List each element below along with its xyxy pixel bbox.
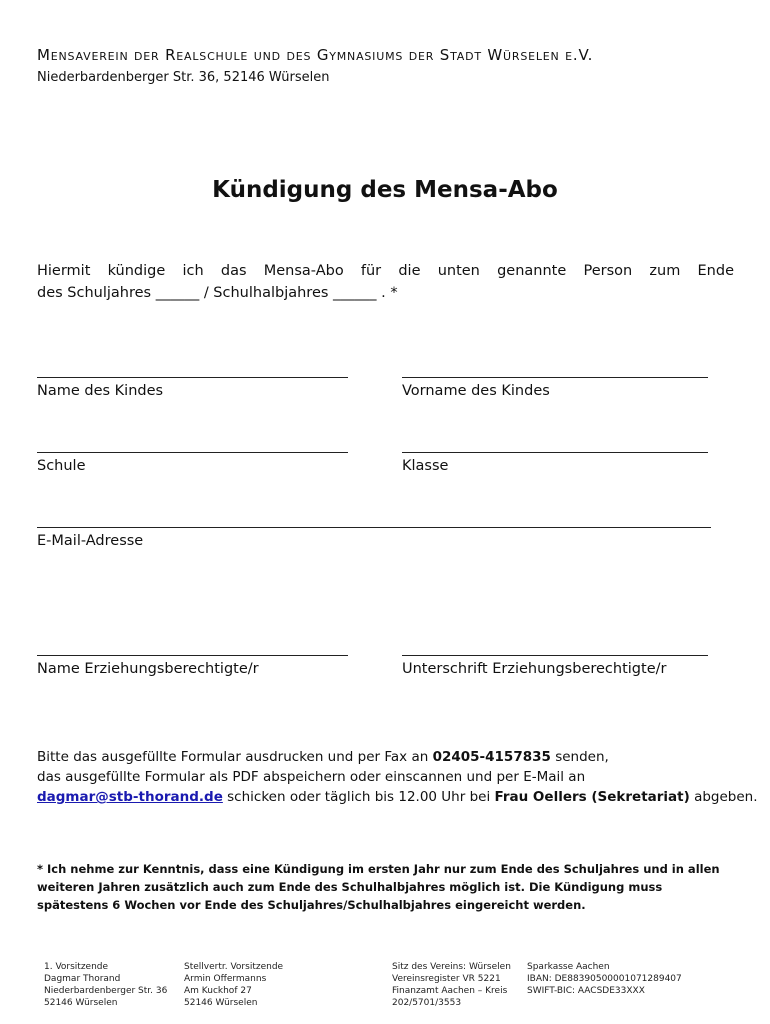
intro-paragraph bbox=[37, 260, 734, 304]
intro-line-2: des Schuljahres ______ / Schulhalbjahres ______ . * bbox=[37, 285, 398, 301]
footer-line: Sitz des Vereins: Würselen bbox=[392, 962, 511, 972]
footer-col-bank bbox=[527, 961, 682, 997]
footer-line: Niederbardenberger Str. 36 bbox=[44, 986, 168, 996]
schule-line[interactable] bbox=[37, 452, 348, 453]
footer-col-registry bbox=[392, 961, 511, 1009]
footnote: * Ich nehme zur Kenntnis, dass eine Kündigung im ersten Jahr nur zum Ende des Schuljahres und in allen weiteren Jahren zusätzlich auch zum Ende des Schulhalbjahres möglich ist. Die Kündigung muss spätestens 6 Wochen vor Ende des Schuljahres/Schulhalbjahres eingereicht werden. bbox=[37, 862, 720, 912]
name-kind-line[interactable] bbox=[37, 377, 348, 378]
contact-person: Frau Oellers (Sekretariat) bbox=[494, 789, 690, 805]
klasse-line[interactable] bbox=[402, 452, 708, 453]
vorname-kind-line[interactable] bbox=[402, 377, 708, 378]
footer-line: 52146 Würselen bbox=[44, 998, 118, 1008]
vorname-kind-label: Vorname des Kindes bbox=[402, 383, 550, 399]
footer-line: IBAN: DE88390500001071289407 bbox=[527, 974, 682, 984]
intro-line-1: Hiermit kündige ich das Mensa-Abo für die unten genannte Person zum Ende bbox=[37, 263, 734, 279]
footer-line: Vereinsregister VR 5221 bbox=[392, 974, 501, 984]
footer-line: Dagmar Thorand bbox=[44, 974, 121, 984]
instructions bbox=[37, 747, 758, 807]
email-link[interactable]: dagmar@stb-thorand.de bbox=[37, 789, 223, 805]
name-erziehungsberechtigte-line[interactable] bbox=[37, 655, 348, 656]
footer-line: SWIFT-BIC: AACSDE33XXX bbox=[527, 986, 645, 996]
footer-line: 202/5701/3553 bbox=[392, 998, 462, 1008]
footer-line: Am Kuckhof 27 bbox=[184, 986, 252, 996]
email-label: E-Mail-Adresse bbox=[37, 533, 144, 549]
instr-text: abgeben. bbox=[689, 789, 758, 805]
footer-line: Sparkasse Aachen bbox=[527, 962, 610, 972]
instructions-line-1 bbox=[37, 747, 758, 767]
instr-text: senden, bbox=[550, 749, 609, 765]
footer-col-chair bbox=[44, 961, 167, 1009]
organization-address: Niederbardenberger Str. 36, 52146 Würselen bbox=[37, 70, 330, 85]
footer-col-vice-chair bbox=[184, 961, 283, 1009]
unterschrift-line[interactable] bbox=[402, 655, 708, 656]
footer-line: Armin Offermanns bbox=[184, 974, 267, 984]
klasse-label: Klasse bbox=[402, 458, 449, 474]
organization-name: Mensaverein der Realschule und des Gymnasiums der Stadt Würselen e.V. bbox=[37, 46, 594, 64]
footer-line: Stellvertr. Vorsitzende bbox=[184, 962, 284, 972]
name-erziehungsberechtigte-label: Name Erziehungsberechtigte/r bbox=[37, 661, 259, 677]
footer-line: 1. Vorsitzende bbox=[44, 962, 109, 972]
instr-text: schicken oder täglich bis 12.00 Uhr bei bbox=[222, 789, 495, 805]
name-kind-label: Name des Kindes bbox=[37, 383, 164, 399]
email-line[interactable] bbox=[37, 527, 711, 528]
instructions-line-2: das ausgefüllte Formular als PDF abspeichern oder einscannen und per E-Mail an bbox=[37, 769, 586, 785]
schule-label: Schule bbox=[37, 458, 86, 474]
instr-text: Bitte das ausgefüllte Formular ausdrucken und per Fax an bbox=[37, 749, 433, 765]
footer-line: Finanzamt Aachen – Kreis bbox=[392, 986, 508, 996]
unterschrift-label: Unterschrift Erziehungsberechtigte/r bbox=[402, 661, 667, 677]
fax-number: 02405-4157835 bbox=[432, 749, 551, 765]
document-title: Kündigung des Mensa-Abo bbox=[212, 177, 558, 203]
footer-line: 52146 Würselen bbox=[184, 998, 258, 1008]
instructions-line-3 bbox=[37, 787, 758, 807]
